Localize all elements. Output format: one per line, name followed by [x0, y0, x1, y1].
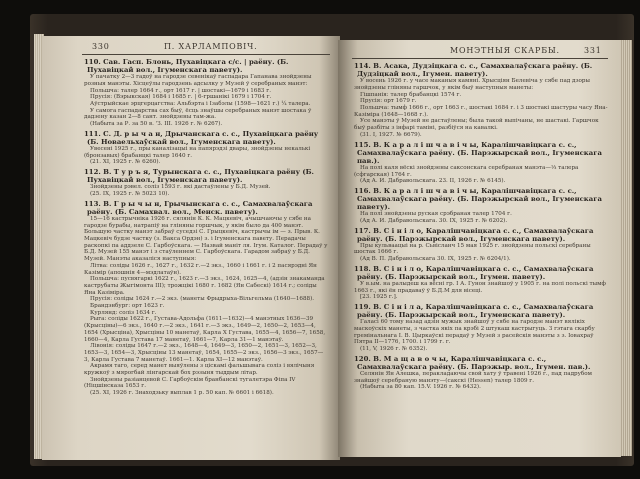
left-column [84, 58, 328, 456]
entry-heading: 111. С. Д. р ы ч а н, Дрычанскага с. с., Пухавіцкага раёну (Б. Новаельхаўскай вол., Ігуменскага павету). [84, 129, 319, 146]
entry-text: У в.ым. на ралыдеш ка вёсні гр. І А. Гунон знайшоў у 1905 г. на полі польскі тымф 1663 г., які ён прадаваў ў Б.Д.М для вісеці. [354, 281, 606, 294]
entry-text: Галасі 60 тому назад адзін мужык знайшоў у сябе на гародзе манэт вялікіх маскоўскіх манеты, з частка якіх па крэбі 2 штукаш кастрыгуць. З гэтага скарбу гремінальнага І. В. Цыркаўскі перадаў у Музей з расейскія манэты з з. Іовахраў Пятра ІІ—1776, 1700. і 1799 г. г. [354, 319, 595, 346]
entry-118 [354, 265, 608, 301]
entry-text: Знойдзены разіанцевой С. Гарбоўскім бранбанскі тугалетэра Фіпа IV (Ніцшінсказа 1653 г. [84, 376, 296, 390]
entry-112 [84, 168, 328, 198]
entry-source: (Набыта за 80 кап. 15.V. 1926 г. № 6432). [360, 384, 481, 391]
entry-heading: 119. В. С і н і л а, Каралішчавіцкага с. с., Самахвалаўскага раёну. (Б. Парэжырскай вол., Ігуменскага павету). [354, 303, 594, 320]
entry-116 [354, 187, 608, 225]
entry-text: Знойдзены рэвел. соліз 1593 г. які дастаўлены у Б.Д. Музей. [90, 184, 271, 191]
entry-source: (25. XI, 1926 г. Знаходзьку выплав 1 р. 50 кап. № 6601 і 6618). [90, 390, 274, 397]
entry-text: Акрамя таго, серед манет выяўлены з ціскамі фальшывага соліз і вялічыня кружкоў з мярогбай лінгарскай бох рэзыня тыддым літар. [84, 363, 315, 377]
entry-text: 15—16 кастрычніка 1926 г. сялянін К. К. Мацкевіч, ачышчаючы у сябе на гародзе бурабы, натрапіў на гліняны горшчык, у якім было да 400 манэт. Большую частку манэт забраў суседзі С. Грыцкевіч, кастрычы ім — з. Прыв. К. Мацкевіч будзе частку (з. Вакса Ордэн) з. і Ігуменскага павету. Перадачы раскопкі па аддзеле С. Гарбоўскага. — Назвай маніт ля. Ігум. Каталог. Перадаў у Б.Д. Музей 155 манэт і з стаўленнем С. Гарбоўскага. Гарадом забраў у Б.Д. Музей. Манэты аказаліся наступныя: [84, 215, 328, 263]
coin-list-line: Прусія: соліды 1624 г.—2 экз. (манеты Фрыдрыха-Вільгельма (1640—1688). [90, 296, 315, 303]
entry-text: Селянін Ян Алешка, перакладаючы свой хату ў травені 1926 г., пад падрубом знайшоў серебраную манэту—(сакскі (Hessen) талер 1809 г. [354, 371, 592, 384]
coin-list-line: Рыга: соліды 1622 г., Густава-Адольфа (1611—1632)—4 манэтных 1636—39 (Крысціны)—6 экз., 1640 г.—2 экз., 1641 г.—3 экз., 1649—2, 1650—2, 1653—4, 1654 (Хрысціна), Хрысціны 10 манетаў, Карла X Густава, 1655—4, 1656—7, 1658, 1660—4, Карла Густава 17 манетаў, 1661—7, Карла 31—1 манэтаў. [84, 316, 326, 343]
coin-list-line: Брандэнбург: орт 1623 г. [90, 303, 165, 310]
entry-117 [354, 227, 608, 263]
entry-heading: 116. В. К а р а л і ш ч а в і ч ы, Каралішчавіцкага с. с., Самахвалаўскага раёну. (Б. Парэжырскай вол., Ігуменскага павету). [354, 186, 602, 212]
right-page-edges [620, 40, 632, 456]
coin-list-line: Гішпанія: талер брабанцкі 1574 г. [360, 91, 462, 98]
entry-source: (Ад А. И. Дабравольскага. 23. II, 1926 г. № 6145). [360, 178, 506, 185]
coin-list-line: Польшча: пусвягаркі 1622 г., 1623 г.—3 экз., 1624, 1625—4, (адзін знакаманда каструбаты Жыгімонта ІІІ); трожцікі 1680 г. 1682 (Ян Сабескі) 1614 г.; соліды Яна Казіміра. [84, 276, 325, 296]
coin-list-line: Аўстрыйскае эрцгерцагства: Альбэрта і Ізабэлы (1598—1621 г.) ¼ талера. [90, 101, 311, 107]
entry-heading: 115. В. К а р а л і ш ч а в і ч ы, Каралішчавіцкага с. с., Самахвалаўскага раёну. (Б. Парэжырскай вол., Ігуменскага пав.). [354, 140, 602, 165]
open-book [30, 14, 634, 466]
entry-heading: 112. В. Т у р ъ я, Турынскага с. с., Пухавіцкага раёну (Б. Пухавіцкай вол., Ігуменскага павету). [84, 168, 314, 185]
entry-source: (Ад А. И. Дабравольскага. 30. IX, 1925 г. № 6202). [360, 217, 508, 224]
coin-list-line: Лівонія: соліды 1647 г.—2 экз., 1648—4, 1649—3, 1650—2, 1651—3, 1652—3, 1653—3, 1654—3, Хрысціны 13 манетаў, 1654, 1655—2 экз., 1656—3 экз., 1657—3, Карла Густава 7 манетаў. 1661—1. Карла XI—12 манэтаў. [84, 343, 324, 363]
entry-heading: 113. В. Г р ы ч ы н, Грычынскага с. с., Самахвалаўскага раёну. (Б. Самахвал. вол., Менск. павету). [84, 199, 313, 216]
coin-list-line: Прусія: (Вэрыкская) 1684 і 1685 г. | 6-гршанікі 1679 і 1704 г. [90, 94, 272, 101]
right-page [338, 40, 621, 457]
header-rule [82, 54, 330, 55]
entry-111 [84, 130, 328, 166]
running-head: П. ХАРЛАМПОВІЧ. [164, 42, 258, 51]
entry-source: (21. XI, 1925 г. № 6260). [90, 159, 161, 166]
entry-text: У восень 1926 г. у часе маканыя камяні. Хрысціян Белевіча у сябе пад дзоры знойдзены гліняны гаршчок, у якім быў наступныя манеты: [354, 78, 590, 91]
running-head: МОНЭТНЫЯ СКАРБЫ. [450, 46, 560, 55]
entry-119 [354, 303, 608, 353]
page-number: 331 [584, 46, 602, 55]
entry-heading: 110. Сав. Гасп. Блонь, Пухавіцкага с/с. | раёну. (Б. Пухавіцкай вол., Ігуменскага павету). [84, 58, 289, 75]
coin-list-line: Літва: соліды 1626 г., 1627 г., 1632 г.—2 экз., 1660 і 1661 г. і 2 пасярэдні Ян Казімір (апошнія 4—мэдлатаўн). [84, 262, 317, 276]
coin-list-line: Курлянд: соліз 1634 г. [90, 309, 157, 316]
entry-text: На полі знойдзены руская срэбраная талер 1704 г. [360, 211, 512, 218]
entry-heading: 114. В. Асака, Дудзіцкага с. с., Самахвалаўскага раёну. (Б. Дудзіцкай вол., Ігумен. павету). [354, 62, 593, 79]
entry-text: Усе манэты ў Музей не дастаўлены; была такой выпічаны, не шастакі. Гаршчок быў разбіты з інфарі таміні, разбіўся на кавалкі. [354, 118, 599, 132]
page-number: 330 [92, 42, 110, 51]
entry-114 [354, 62, 608, 139]
entry-source: (Ад В. П. Дабравольскага 30. IX, 1925 г. № 6204/1). [360, 256, 511, 263]
entry-113 [84, 200, 328, 397]
entry-115 [354, 141, 608, 185]
entry-source: (11, V, 1926 г. № 6352). [360, 346, 428, 353]
entry-source: (31. I, 1927. № 6679). [360, 131, 422, 138]
entry-110 [84, 58, 328, 128]
entry-source: (Набыта за Р. за 50 в. 'З. ІІІ. 1926 г. № 6267). [90, 121, 223, 128]
right-column [354, 62, 608, 454]
left-page [42, 36, 340, 460]
entry-source: (25. IX, 1925 г. № 5023 10). [90, 191, 170, 197]
entry-text: Пры кульваацыі на р. Сьвісланч 15 мая 1925 г. знойдзены польскі серебраны шостак 1666 г. [354, 242, 591, 256]
entry-heading: 117. В. С і н і л о, Каралішчавіцкага с. с., Самахвалаўскага раёну. (Б. Парэжырскай вол., Ігуменскага павету). [354, 226, 594, 243]
entry-text: На полі каля вёскі знойдзены саксонскага серебраная манэта—⅓ талера (сфгарская) 1764 г. [354, 164, 579, 178]
coin-list-line: Прусія: орт 1679 г. [360, 98, 417, 105]
entry-120 [354, 355, 608, 391]
entry-heading: 120. В. М а щ а в о ч ы, Каралішчавіцкага с. с., Самахвалаўскага раёну. (Б. Парэжыр. вол., Ігумен. пав.). [354, 354, 591, 371]
entry-heading: 118. В. С і н і л о, Каралішчавіцкага с. с., Самахвалаўскага раёну. (Б. Парэжырскай вол., Ігумен. павету). [354, 264, 594, 281]
entry-text: У пачатку 2—3 гадоў на гародзе севенікаў гаспадара Гапанава знойдзены розныя манэты. Хісцеўлы гародзень адсылку у Музей ў серебраных манэт: [84, 74, 312, 87]
header-rule [352, 58, 608, 59]
coin-list-line: Польшча: талер 1664 г., орт 1617 г. | шостакі—1679 і 1683 г. [90, 87, 271, 94]
coin-list-line: Польшча: тымф 1666 г., орт 1663 г., шостакі 1684 г. і 3 шостакі шастуры часу Яна-Казіміра (1648—1668 г.). [354, 105, 608, 118]
entry-text: Увесені 1925 г., пры каналізацыі на папярэдзі двары, знойдзены некалькі (бронзавых) брабанцкі талер 1640 г. [84, 146, 311, 159]
entry-text: У самога гаспадарства сах быў, ёсць знаўшы серебраных манэт шостака ў дадзену казан 2—8 сант. знойдзены там-жа. [84, 107, 312, 121]
entry-source: [23. 1925 г.]. [360, 294, 398, 301]
